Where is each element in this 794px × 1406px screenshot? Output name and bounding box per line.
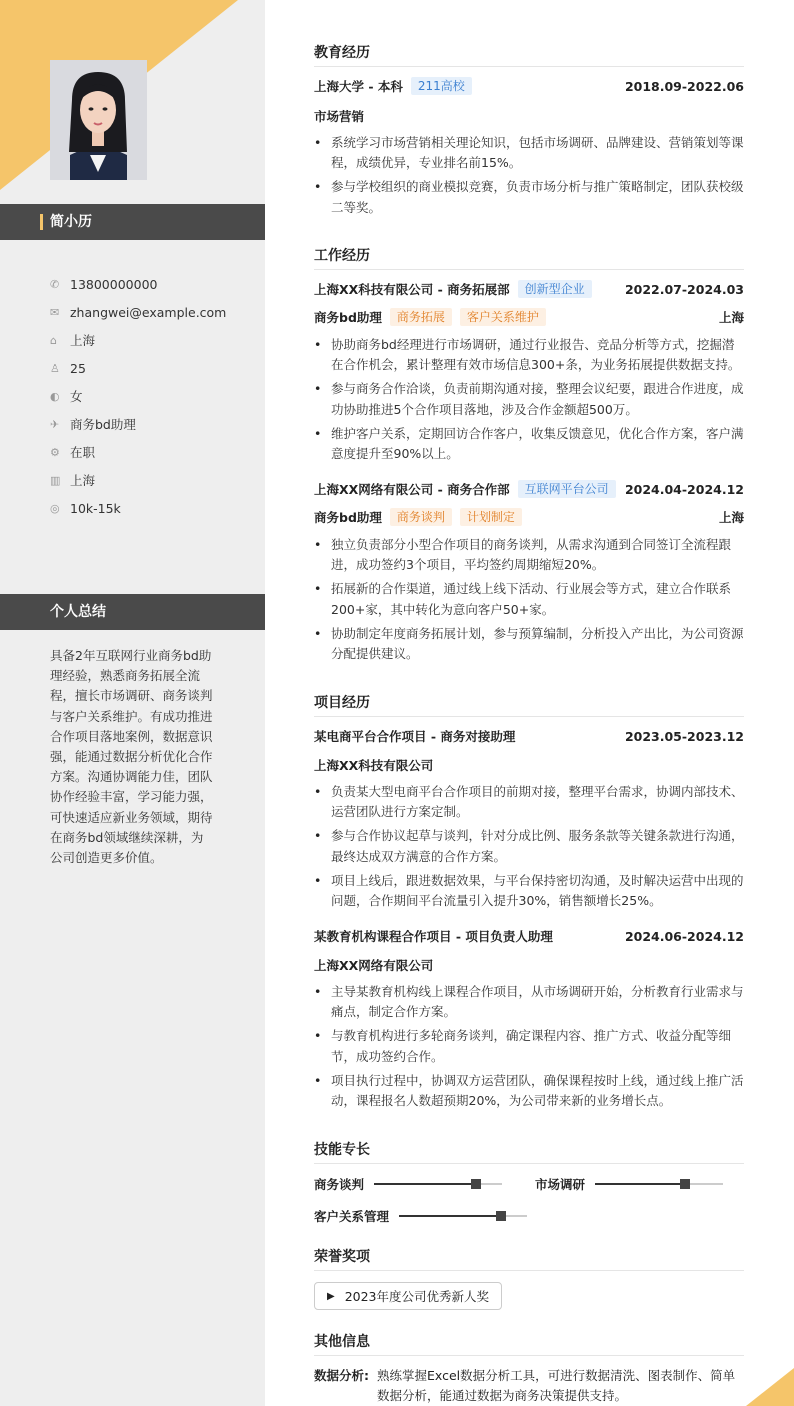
job-role: 商务bd助理: [314, 510, 382, 525]
job-city: 上海: [718, 510, 744, 525]
list-item: • 参与商务合作洽谈，负责前期沟通对接，整理会议纪要，跟进合作进度，成功协助推进5个合作项目落地，涉及合作金额超500万。: [314, 379, 744, 419]
job-header: [314, 280, 744, 298]
age-icon: ♙: [50, 361, 60, 375]
project-date: 2024.06-2024.12: [624, 928, 744, 944]
project-bullets: [314, 982, 744, 1115]
list-item: • 主导某教育机构线上课程合作项目，从市场调研开始，分析教育行业需求与痛点，制定合作方案。: [314, 982, 744, 1022]
info-job: [50, 410, 260, 438]
company-name: 上海XX科技有限公司 - 商务拓展部: [314, 282, 510, 297]
projects-section-title: 项目经历: [314, 692, 744, 717]
list-item: • 参与合作协议起草与谈判，针对分成比例、服务条款等关键条款进行沟通，最终达成双方满意的合作方案。: [314, 826, 744, 866]
list-item: • 维护客户关系，定期回访合作客户，收集反馈意见，优化合作方案，客户满意度提升至90%以上。: [314, 424, 744, 464]
skill-tag: 商务拓展: [390, 308, 452, 326]
company-name: 上海XX网络有限公司 - 商务合作部: [314, 482, 510, 497]
skill-item: [314, 1175, 502, 1193]
job-date: 2022.07-2024.03: [624, 281, 744, 297]
work-section-title: 工作经历: [314, 245, 744, 270]
home-icon: ⌂: [50, 333, 57, 347]
school-name: 上海大学 - 本科: [314, 79, 403, 94]
education-section-title: 教育经历: [314, 42, 744, 67]
summary-title: 个人总结: [50, 604, 106, 620]
resume-title: 简小历: [50, 214, 92, 230]
status-icon: ⚙: [50, 445, 60, 459]
school-tag: 211高校: [411, 77, 472, 95]
skill-tag: 计划制定: [460, 508, 522, 526]
list-item: • 参与学校组织的商业模拟竞赛，负责市场分析与推广策略制定，团队获校级二等奖。: [314, 177, 744, 217]
salary-value: 10k-15k: [70, 500, 121, 516]
education-date: 2018.09-2022.06: [624, 78, 744, 94]
skill-bar-knob: [471, 1179, 481, 1189]
skill-tag: 商务谈判: [390, 508, 452, 526]
job-role-row: [314, 508, 744, 526]
skill-name: 市场调研: [535, 1177, 586, 1192]
list-item: • 与教育机构进行多轮商务谈判，确定课程内容、推广方式、收益分配等细节，成功签约合作。: [314, 1026, 744, 1066]
skill-bar-fill: [374, 1183, 476, 1185]
award-label: 2023年度公司优秀新人奖: [344, 1289, 490, 1304]
project-company: 上海XX科技有限公司: [314, 758, 434, 773]
avatar: [50, 60, 147, 180]
job-role: 商务bd助理: [314, 310, 382, 325]
list-item: • 拓展新的合作渠道，通过线上线下活动、行业展会等方式，建立合作联系200+家，其中转化为意向客户50+家。: [314, 579, 744, 619]
job-icon: ✈: [50, 417, 60, 431]
job-header: [314, 480, 744, 498]
job-bullets: [314, 535, 744, 668]
job-city: 上海: [718, 310, 744, 325]
other-label: 数据分析:: [314, 1368, 369, 1383]
project-name: 某教育机构课程合作项目 - 项目负责人助理: [314, 929, 553, 944]
skill-name: 客户关系管理: [314, 1209, 390, 1224]
skill-bar-knob: [680, 1179, 690, 1189]
info-salary: [50, 494, 260, 522]
project-header: [314, 927, 744, 945]
portrait-photo: [50, 60, 147, 180]
project-company: 上海XX网络有限公司: [314, 958, 434, 973]
skill-item: [535, 1175, 723, 1193]
project-bullets: [314, 782, 744, 915]
other-section-title: 其他信息: [314, 1331, 744, 1356]
email-icon: ✉: [50, 305, 60, 319]
info-email: [50, 298, 260, 326]
skill-bar: [399, 1215, 527, 1217]
city-value: 上海: [70, 473, 96, 488]
list-item: • 协助制定年度商务拓展计划，参与预算编制，分析投入产出比，为公司资源分配提供建议。: [314, 624, 744, 664]
home-value: 上海: [70, 333, 96, 348]
list-item: • 独立负责部分小型合作项目的商务谈判，从需求沟通到合同签订全流程跟进，成功签约3个项目，平均签约周期缩短20%。: [314, 535, 744, 575]
education-header: [314, 77, 744, 95]
job-value: 商务bd助理: [70, 417, 136, 432]
list-item: • 协助商务bd经理进行市场调研，通过行业报告、竞品分析等方式，挖掘潜在合作机会，累计整理有效市场信息300+条，为业务拓展提供数据支持。: [314, 335, 744, 375]
project-name: 某电商平台合作项目 - 商务对接助理: [314, 729, 516, 744]
city-icon: ▥: [50, 473, 61, 487]
job-role-row: [314, 308, 744, 326]
skill-name: 商务谈判: [314, 1177, 365, 1192]
job-bullets: [314, 335, 744, 468]
info-phone: [50, 270, 260, 298]
email-value: zhangwei@example.com: [70, 304, 227, 320]
info-city: [50, 466, 260, 494]
project-header: [314, 727, 744, 745]
award-item[interactable]: [314, 1282, 502, 1310]
other-info-row: [314, 1366, 744, 1406]
company-tag: 互联网平台公司: [518, 480, 616, 498]
decorative-corner-bottom: [746, 1368, 794, 1406]
status-value: 在职: [70, 445, 96, 460]
age-value: 25: [70, 360, 86, 376]
skills-section-title: 技能专长: [314, 1139, 744, 1164]
project-date: 2023.05-2023.12: [624, 728, 744, 744]
list-item: • 项目执行过程中，协调双方运营团队，确保课程按时上线，通过线上推广活动，课程报名人数超预期20%，为公司带来新的业务增长点。: [314, 1071, 744, 1111]
accent-bar: [40, 214, 43, 230]
skill-bar-fill: [399, 1215, 501, 1217]
info-home: [50, 326, 260, 354]
info-gender: [50, 382, 260, 410]
gender-icon: ◐: [50, 389, 60, 403]
company-tag: 创新型企业: [518, 280, 592, 298]
summary-text: 具备2年互联网行业商务bd助理经验，熟悉商务拓展全流程，擅长市场调研、商务谈判与客户关系维护。有成功推进合作项目落地案例，数据意识强，能通过数据分析优化合作方案。沟通协调能力佳，团队协作经验丰富，学习能力强，可快速适应新业务领域，期待在商务bd领域继续深耕，为公司创造更多价值。: [50, 648, 213, 866]
skill-bar: [595, 1183, 723, 1185]
gender-value: 女: [70, 389, 83, 404]
job-date: 2024.04-2024.12: [624, 481, 744, 497]
other-text: 熟练掌握Excel数据分析工具，可进行数据清洗、图表制作、简单数据分析，能通过数据为商务决策提供支持。: [377, 1368, 736, 1404]
skill-bar: [374, 1183, 502, 1185]
phone-value: 13800000000: [70, 276, 158, 292]
phone-icon: ✆: [50, 277, 60, 291]
info-status: [50, 438, 260, 466]
skill-tag: 客户关系维护: [460, 308, 546, 326]
sidebar: [0, 0, 265, 1406]
contact-info-list: [50, 270, 260, 522]
list-item: • 项目上线后，跟进数据效果，与平台保持密切沟通，及时解决运营中出现的问题，合作期间平台流量引入提升30%，销售额增长25%。: [314, 871, 744, 911]
honors-section-title: 荣誉奖项: [314, 1246, 744, 1271]
resume-title-bar: [0, 204, 265, 240]
major: 市场营销: [314, 109, 365, 124]
skill-item: [314, 1207, 527, 1225]
play-triangle-icon: ▶: [327, 1290, 335, 1302]
skill-bar-fill: [595, 1183, 685, 1185]
list-item: • 负责某大型电商平台合作项目的前期对接，整理平台需求，协调内部技术、运营团队进行方案定制。: [314, 782, 744, 822]
info-age: [50, 354, 260, 382]
salary-icon: ◎: [50, 501, 60, 515]
list-item: • 系统学习市场营销相关理论知识，包括市场调研、品牌建设、营销策划等课程，成绩优异，专业排名前15%。: [314, 133, 744, 173]
summary-title-bar: [0, 594, 265, 630]
skill-bar-knob: [496, 1211, 506, 1221]
education-bullets: [314, 133, 744, 222]
